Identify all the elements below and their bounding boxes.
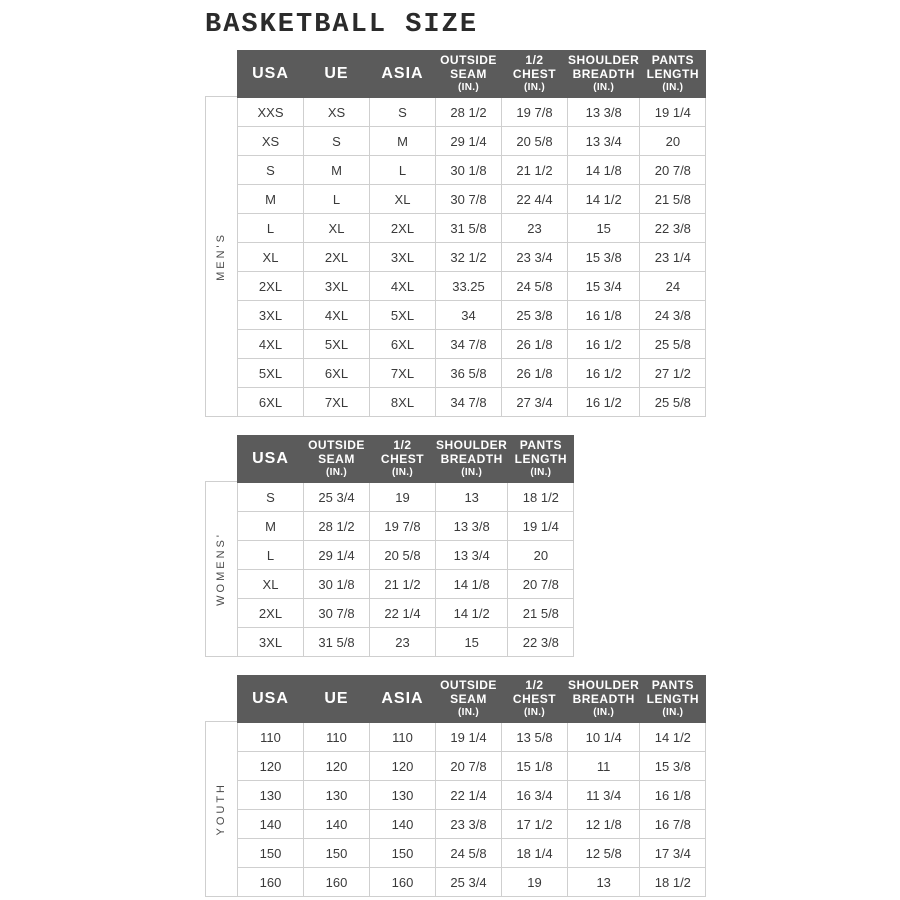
table-row <box>238 723 706 752</box>
column-header <box>370 436 436 483</box>
table-row <box>238 272 706 301</box>
table-cell: XS <box>304 98 370 127</box>
column-header-label: USA <box>252 689 289 707</box>
table-cell: 18 1/2 <box>640 868 706 897</box>
table-cell: 19 1/4 <box>508 512 574 541</box>
table-cell: 24 <box>640 272 706 301</box>
table-row <box>238 330 706 359</box>
table-cell: L <box>304 185 370 214</box>
table-cell: 18 1/4 <box>502 839 568 868</box>
table-cell: 16 1/8 <box>640 781 706 810</box>
section-label-text: MEN'S <box>215 232 228 281</box>
table-cell: 20 <box>640 127 706 156</box>
page-title: BASKETBALL SIZE <box>205 10 479 40</box>
column-header-unit: (IN.) <box>530 467 552 479</box>
table-row <box>238 98 706 127</box>
column-header <box>436 51 502 98</box>
table-cell: M <box>238 512 304 541</box>
table-cell: 13 5/8 <box>502 723 568 752</box>
table-cell: 15 3/8 <box>568 243 640 272</box>
table-cell: S <box>370 98 436 127</box>
table-cell: 20 <box>508 541 574 570</box>
table-row <box>238 483 574 512</box>
table-cell: 23 <box>502 214 568 243</box>
table-cell: 8XL <box>370 388 436 417</box>
header-spacer <box>205 435 237 481</box>
table-cell: S <box>304 127 370 156</box>
column-header-unit: (IN.) <box>392 467 413 479</box>
column-header <box>238 51 304 98</box>
table-cell: 16 1/2 <box>568 330 640 359</box>
table-cell: 25 5/8 <box>640 330 706 359</box>
table-cell: 15 3/8 <box>640 752 706 781</box>
table-cell: 16 7/8 <box>640 810 706 839</box>
table-cell: 31 5/8 <box>304 628 370 657</box>
table-row <box>238 599 574 628</box>
table-cell: 5XL <box>238 359 304 388</box>
section-label-womens <box>205 481 237 657</box>
table-cell: 25 3/4 <box>304 483 370 512</box>
column-header-unit: (IN.) <box>458 707 479 719</box>
table-cell: 24 3/8 <box>640 301 706 330</box>
column-header <box>370 51 436 98</box>
table-cell: 4XL <box>238 330 304 359</box>
table-cell: 5XL <box>370 301 436 330</box>
table-cell: 140 <box>304 810 370 839</box>
column-header-label: ASIA <box>381 689 424 707</box>
column-header-label: 1/2 CHEST <box>512 53 557 82</box>
table-row <box>238 185 706 214</box>
table-cell: 15 3/4 <box>568 272 640 301</box>
table-cell: 22 1/4 <box>370 599 436 628</box>
table-cell: 30 7/8 <box>436 185 502 214</box>
table-cell: 140 <box>238 810 304 839</box>
table-cell: 14 1/2 <box>436 599 508 628</box>
mens-size-table-block <box>205 50 706 417</box>
table-cell: 3XL <box>238 301 304 330</box>
column-header <box>238 436 304 483</box>
table-cell: 12 5/8 <box>568 839 640 868</box>
column-header-label: UE <box>324 689 349 707</box>
column-header <box>568 51 640 98</box>
section-label-mens <box>205 96 237 417</box>
column-header-label: SHOULDER BREADTH <box>436 438 508 467</box>
table-row <box>238 541 574 570</box>
table-row <box>238 301 706 330</box>
table-cell: 16 3/4 <box>502 781 568 810</box>
column-header-label: OUTSIDE SEAM <box>308 438 365 467</box>
table-cell: 31 5/8 <box>436 214 502 243</box>
table-cell: 16 1/2 <box>568 388 640 417</box>
table-cell: 25 5/8 <box>640 388 706 417</box>
table-cell: 11 3/4 <box>568 781 640 810</box>
table-row <box>238 810 706 839</box>
table-cell: 14 1/2 <box>568 185 640 214</box>
table-cell: 150 <box>370 839 436 868</box>
table-cell: 20 7/8 <box>436 752 502 781</box>
table-cell: L <box>238 541 304 570</box>
column-header-unit: (IN.) <box>593 707 615 719</box>
table-cell: 160 <box>304 868 370 897</box>
column-header-unit: (IN.) <box>461 467 483 479</box>
table-cell: 36 5/8 <box>436 359 502 388</box>
table-cell: 3XL <box>304 272 370 301</box>
table-cell: 22 4/4 <box>502 185 568 214</box>
table-cell: 13 3/4 <box>436 541 508 570</box>
table-cell: 34 7/8 <box>436 388 502 417</box>
table-cell: 28 1/2 <box>436 98 502 127</box>
table-cell: 22 3/8 <box>640 214 706 243</box>
column-header <box>502 51 568 98</box>
table-cell: L <box>370 156 436 185</box>
youth-size-table <box>237 675 706 897</box>
column-header <box>508 436 574 483</box>
table-row <box>238 359 706 388</box>
table-cell: 12 1/8 <box>568 810 640 839</box>
column-header-unit: (IN.) <box>524 707 545 719</box>
column-header <box>436 676 502 723</box>
column-header-unit: (IN.) <box>458 82 479 94</box>
table-cell: S <box>238 156 304 185</box>
table-cell: 21 5/8 <box>640 185 706 214</box>
section-label-youth <box>205 721 237 897</box>
table-cell: 30 1/8 <box>304 570 370 599</box>
table-cell: 24 5/8 <box>502 272 568 301</box>
table-header-row <box>238 51 706 98</box>
table-cell: 25 3/8 <box>502 301 568 330</box>
table-cell: 19 <box>370 483 436 512</box>
youth-size-table-block <box>205 675 706 897</box>
table-cell: 25 3/4 <box>436 868 502 897</box>
table-cell: 2XL <box>238 599 304 628</box>
table-cell: 120 <box>304 752 370 781</box>
table-cell: 13 3/4 <box>568 127 640 156</box>
table-cell: 110 <box>304 723 370 752</box>
table-row <box>238 781 706 810</box>
table-row <box>238 570 574 599</box>
column-header-label: UE <box>324 64 349 82</box>
table-cell: 24 5/8 <box>436 839 502 868</box>
table-cell: 20 5/8 <box>370 541 436 570</box>
table-cell: M <box>238 185 304 214</box>
table-cell: 15 1/8 <box>502 752 568 781</box>
table-cell: 16 1/2 <box>568 359 640 388</box>
column-header <box>640 676 706 723</box>
table-cell: 150 <box>238 839 304 868</box>
womens-size-table-block <box>205 435 574 657</box>
table-row <box>238 127 706 156</box>
column-header-unit: (IN.) <box>662 707 684 719</box>
table-cell: 150 <box>304 839 370 868</box>
table-cell: 28 1/2 <box>304 512 370 541</box>
table-cell: 22 3/8 <box>508 628 574 657</box>
table-cell: 6XL <box>304 359 370 388</box>
table-cell: 13 <box>436 483 508 512</box>
table-row <box>238 156 706 185</box>
table-cell: 13 3/8 <box>568 98 640 127</box>
table-row <box>238 243 706 272</box>
table-row <box>238 839 706 868</box>
table-cell: 4XL <box>304 301 370 330</box>
column-header <box>568 676 640 723</box>
column-header-label: PANTS LENGTH <box>646 53 700 82</box>
table-cell: 32 1/2 <box>436 243 502 272</box>
table-row <box>238 388 706 417</box>
table-row <box>238 628 574 657</box>
mens-size-table <box>237 50 706 417</box>
column-header <box>304 436 370 483</box>
table-cell: 19 7/8 <box>502 98 568 127</box>
section-label-text: YOUTH <box>215 782 228 836</box>
table-cell: 33.25 <box>436 272 502 301</box>
column-header-unit: (IN.) <box>524 82 545 94</box>
table-cell: 6XL <box>370 330 436 359</box>
table-cell: L <box>238 214 304 243</box>
table-cell: 23 3/4 <box>502 243 568 272</box>
table-cell: 13 <box>568 868 640 897</box>
table-cell: 2XL <box>304 243 370 272</box>
table-cell: 110 <box>238 723 304 752</box>
table-cell: 15 <box>568 214 640 243</box>
table-cell: 13 3/8 <box>436 512 508 541</box>
table-cell: 34 <box>436 301 502 330</box>
table-cell: 6XL <box>238 388 304 417</box>
column-header <box>640 51 706 98</box>
table-cell: 110 <box>370 723 436 752</box>
column-header-label: ASIA <box>381 64 424 82</box>
column-header <box>502 676 568 723</box>
table-cell: 160 <box>370 868 436 897</box>
table-cell: 19 7/8 <box>370 512 436 541</box>
table-cell: XXS <box>238 98 304 127</box>
table-cell: 29 1/4 <box>304 541 370 570</box>
table-cell: 10 1/4 <box>568 723 640 752</box>
column-header-label: SHOULDER BREADTH <box>568 53 640 82</box>
column-header-unit: (IN.) <box>662 82 684 94</box>
column-header <box>304 676 370 723</box>
table-cell: 2XL <box>370 214 436 243</box>
column-header <box>370 676 436 723</box>
table-cell: 19 1/4 <box>436 723 502 752</box>
table-cell: XL <box>238 570 304 599</box>
table-cell: 27 3/4 <box>502 388 568 417</box>
table-cell: 120 <box>238 752 304 781</box>
table-cell: 34 7/8 <box>436 330 502 359</box>
table-cell: 26 1/8 <box>502 330 568 359</box>
column-header-label: 1/2 CHEST <box>512 678 557 707</box>
table-cell: 22 1/4 <box>436 781 502 810</box>
table-cell: 14 1/8 <box>568 156 640 185</box>
table-cell: 26 1/8 <box>502 359 568 388</box>
table-cell: 11 <box>568 752 640 781</box>
column-header-label: OUTSIDE SEAM <box>440 53 497 82</box>
column-header-label: PANTS LENGTH <box>646 678 700 707</box>
table-header-row <box>238 676 706 723</box>
column-header-label: OUTSIDE SEAM <box>440 678 497 707</box>
table-row <box>238 868 706 897</box>
table-cell: 3XL <box>238 628 304 657</box>
table-cell: 19 <box>502 868 568 897</box>
column-header <box>304 51 370 98</box>
column-header-label: SHOULDER BREADTH <box>568 678 640 707</box>
column-header <box>238 676 304 723</box>
column-header-label: 1/2 CHEST <box>380 438 425 467</box>
table-cell: 20 7/8 <box>640 156 706 185</box>
table-header-row <box>238 436 574 483</box>
table-cell: 14 1/2 <box>640 723 706 752</box>
table-cell: XS <box>238 127 304 156</box>
table-cell: 23 <box>370 628 436 657</box>
table-cell: 23 1/4 <box>640 243 706 272</box>
column-header-unit: (IN.) <box>593 82 615 94</box>
table-cell: 30 7/8 <box>304 599 370 628</box>
table-cell: 21 5/8 <box>508 599 574 628</box>
header-spacer <box>205 50 237 96</box>
table-row <box>238 214 706 243</box>
section-label-text: WOMENS' <box>215 532 228 606</box>
header-spacer <box>205 675 237 721</box>
table-cell: 5XL <box>304 330 370 359</box>
table-cell: 7XL <box>304 388 370 417</box>
table-cell: 14 1/8 <box>436 570 508 599</box>
table-cell: 15 <box>436 628 508 657</box>
table-cell: XL <box>370 185 436 214</box>
table-cell: S <box>238 483 304 512</box>
table-cell: 19 1/4 <box>640 98 706 127</box>
table-cell: 29 1/4 <box>436 127 502 156</box>
table-cell: 130 <box>304 781 370 810</box>
table-cell: 16 1/8 <box>568 301 640 330</box>
table-cell: XL <box>304 214 370 243</box>
table-row <box>238 512 574 541</box>
table-cell: M <box>370 127 436 156</box>
table-cell: 17 3/4 <box>640 839 706 868</box>
table-cell: 3XL <box>370 243 436 272</box>
table-cell: M <box>304 156 370 185</box>
womens-size-table <box>237 435 574 657</box>
column-header-label: USA <box>252 64 289 82</box>
table-cell: 21 1/2 <box>370 570 436 599</box>
table-cell: 30 1/8 <box>436 156 502 185</box>
table-cell: XL <box>238 243 304 272</box>
table-cell: 160 <box>238 868 304 897</box>
column-header <box>436 436 508 483</box>
table-cell: 23 3/8 <box>436 810 502 839</box>
table-cell: 120 <box>370 752 436 781</box>
table-cell: 140 <box>370 810 436 839</box>
table-row <box>238 752 706 781</box>
column-header-label: PANTS LENGTH <box>514 438 568 467</box>
table-cell: 4XL <box>370 272 436 301</box>
table-cell: 27 1/2 <box>640 359 706 388</box>
table-cell: 2XL <box>238 272 304 301</box>
table-cell: 130 <box>370 781 436 810</box>
column-header-unit: (IN.) <box>326 467 347 479</box>
table-cell: 20 5/8 <box>502 127 568 156</box>
table-cell: 130 <box>238 781 304 810</box>
table-cell: 18 1/2 <box>508 483 574 512</box>
table-cell: 20 7/8 <box>508 570 574 599</box>
column-header-label: USA <box>252 449 289 467</box>
table-cell: 7XL <box>370 359 436 388</box>
table-cell: 17 1/2 <box>502 810 568 839</box>
table-cell: 21 1/2 <box>502 156 568 185</box>
